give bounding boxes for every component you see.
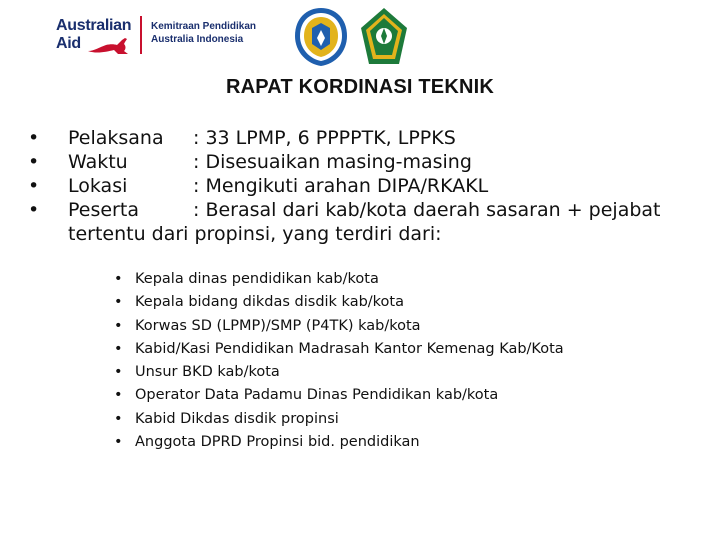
list-item-lokasi — [20, 174, 710, 198]
item-value: : Disesuaikan masing-masing — [193, 151, 472, 173]
bullet-mark: • — [28, 175, 40, 197]
header — [0, 0, 720, 75]
sub-item-text: Kepala dinas pendidikan kab/kota — [135, 271, 379, 287]
kemdikbud-emblem-icon — [291, 6, 351, 68]
sub-list-item — [110, 361, 710, 384]
page-title: RAPAT KORDINASI TEKNIK — [225, 76, 495, 98]
kemenag-emblem-icon — [359, 6, 409, 68]
bullet-mark: • — [114, 387, 123, 404]
bullet-mark: • — [28, 199, 40, 221]
list-item-waktu — [20, 150, 710, 174]
australian-aid-logo — [56, 14, 141, 56]
sub-item-text: Kabid Dikdas disdik propinsi — [135, 410, 339, 427]
bullet-mark: • — [114, 410, 123, 427]
bullet-mark: • — [114, 364, 123, 381]
partner-line-2: Australia Indonesia — [151, 34, 244, 45]
list-item-pelaksana — [20, 126, 710, 150]
sub-item-text: Unsur BKD kab/kota — [135, 364, 280, 381]
sub-item-text: Kabid/Kasi Pendidikan Madrasah Kantor Kemenag Kab/Kota — [135, 340, 564, 357]
item-label: Pelaksana — [68, 127, 164, 149]
sub-item-text: Operator Data Padamu Dinas Pendidikan kab/kota — [135, 387, 499, 404]
sub-list-item — [110, 338, 710, 361]
sub-list-item — [110, 431, 710, 454]
sub-item-text: Kepala bidang dikdas disdik kab/kota — [135, 294, 404, 311]
bullet-mark: • — [114, 434, 123, 451]
bullet-mark: • — [114, 340, 123, 357]
sub-list-item — [110, 291, 710, 314]
sub-list-item — [110, 315, 710, 338]
kangaroo-icon — [84, 33, 140, 55]
sub-list-item — [110, 384, 710, 407]
logo-divider — [140, 16, 142, 54]
aid-logo-word-1: Australian — [56, 17, 132, 34]
bullet-mark: • — [114, 317, 123, 334]
item-label: Peserta — [68, 199, 139, 221]
partner-logo-text — [151, 20, 256, 46]
item-label: Waktu — [68, 151, 128, 173]
peserta-sub-list — [110, 268, 710, 454]
item-value: : Berasal dari kab/kota daerah sasaran + pejabat — [193, 199, 661, 221]
sub-item-text: Korwas SD (LPMP)/SMP (P4TK) kab/kota — [135, 317, 421, 334]
item-value: : Mengikuti arahan DIPA/RKAKL — [193, 175, 489, 197]
item-value: : 33 LPMP, 6 PPPPTK, LPPKS — [193, 127, 456, 149]
list-item-peserta — [20, 198, 710, 222]
sub-list-item — [110, 268, 710, 291]
sub-item-text: Anggota DPRD Propinsi bid. pendidikan — [135, 434, 420, 451]
bullet-mark: • — [114, 271, 123, 287]
sub-list-item — [110, 408, 710, 431]
bullet-mark: • — [28, 151, 40, 173]
item-label: Lokasi — [68, 175, 128, 197]
main-bullet-list — [20, 126, 710, 246]
bullet-mark: • — [28, 127, 40, 149]
partner-line-1: Kemitraan Pendidikan — [151, 21, 257, 32]
bullet-mark: • — [114, 294, 123, 311]
peserta-continuation: tertentu dari propinsi, yang terdiri dari: — [68, 223, 442, 245]
aid-logo-word-2: Aid — [56, 35, 81, 52]
